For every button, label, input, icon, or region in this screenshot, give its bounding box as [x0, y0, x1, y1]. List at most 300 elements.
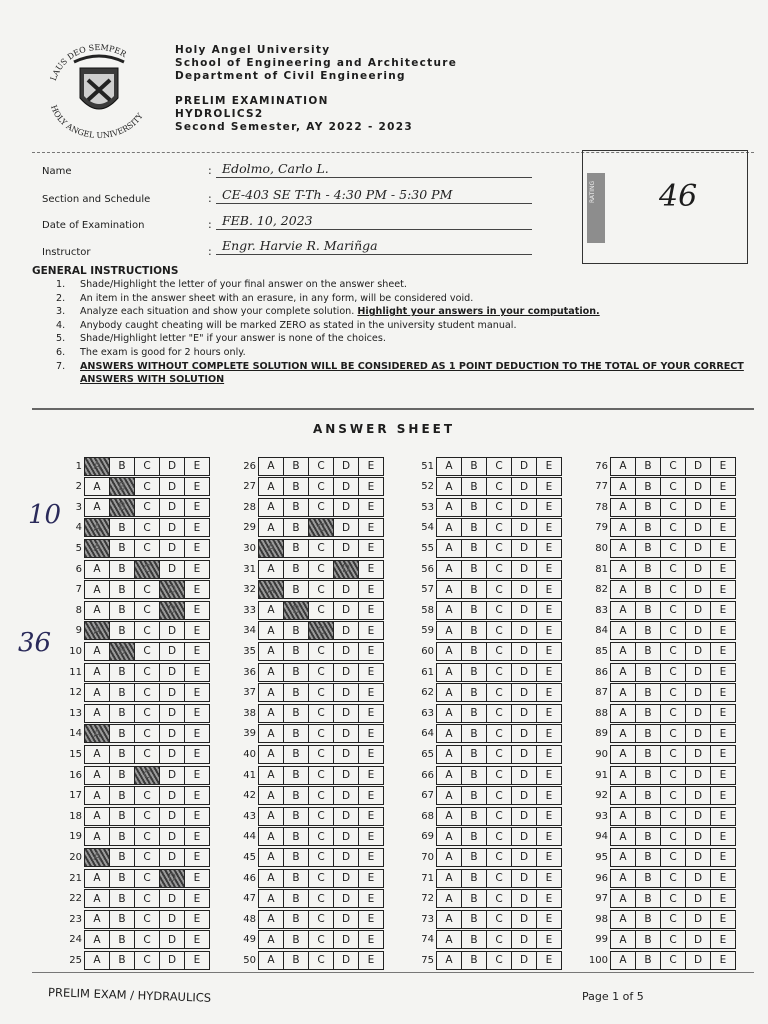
answer-bubble-97-d[interactable]: D — [685, 889, 711, 908]
answer-bubble-46-d[interactable]: D — [333, 869, 359, 888]
answer-bubble-98-c[interactable]: C — [660, 910, 686, 929]
answer-bubble-73-d[interactable]: D — [511, 910, 537, 929]
answer-bubble-79-d[interactable]: D — [685, 518, 711, 537]
answer-bubble-51-a[interactable]: A — [436, 457, 462, 476]
answer-bubble-100-b[interactable]: B — [635, 951, 661, 970]
answer-bubble-78-c[interactable]: C — [660, 498, 686, 517]
answer-bubble-55-b[interactable]: B — [461, 539, 487, 558]
answer-bubble-35-b[interactable]: B — [283, 642, 309, 661]
answer-bubble-9-a[interactable]: A — [84, 621, 110, 640]
answer-bubble-67-a[interactable]: A — [436, 786, 462, 805]
answer-bubble-92-b[interactable]: B — [635, 786, 661, 805]
answer-bubble-74-e[interactable]: E — [536, 930, 562, 949]
answer-bubble-11-a[interactable]: A — [84, 663, 110, 682]
answer-bubble-26-c[interactable]: C — [308, 457, 334, 476]
answer-bubble-29-d[interactable]: D — [333, 518, 359, 537]
answer-bubble-9-b[interactable]: B — [109, 621, 135, 640]
answer-bubble-75-a[interactable]: A — [436, 951, 462, 970]
answer-bubble-38-d[interactable]: D — [333, 704, 359, 723]
answer-bubble-8-d[interactable]: D — [159, 601, 185, 620]
answer-bubble-71-a[interactable]: A — [436, 869, 462, 888]
answer-bubble-91-d[interactable]: D — [685, 766, 711, 785]
answer-bubble-91-c[interactable]: C — [660, 766, 686, 785]
answer-bubble-9-d[interactable]: D — [159, 621, 185, 640]
answer-bubble-94-b[interactable]: B — [635, 827, 661, 846]
answer-bubble-57-c[interactable]: C — [486, 580, 512, 599]
answer-bubble-53-e[interactable]: E — [536, 498, 562, 517]
answer-bubble-100-a[interactable]: A — [610, 951, 636, 970]
answer-bubble-79-b[interactable]: B — [635, 518, 661, 537]
answer-bubble-72-b[interactable]: B — [461, 889, 487, 908]
answer-bubble-66-b[interactable]: B — [461, 766, 487, 785]
answer-bubble-91-b[interactable]: B — [635, 766, 661, 785]
answer-bubble-81-d[interactable]: D — [685, 560, 711, 579]
answer-bubble-32-b[interactable]: B — [283, 580, 309, 599]
answer-bubble-100-c[interactable]: C — [660, 951, 686, 970]
answer-bubble-71-d[interactable]: D — [511, 869, 537, 888]
answer-bubble-17-c[interactable]: C — [134, 786, 160, 805]
answer-bubble-37-a[interactable]: A — [258, 683, 284, 702]
answer-bubble-99-e[interactable]: E — [710, 930, 736, 949]
answer-bubble-22-b[interactable]: B — [109, 889, 135, 908]
answer-bubble-50-a[interactable]: A — [258, 951, 284, 970]
answer-bubble-15-e[interactable]: E — [184, 745, 210, 764]
answer-bubble-29-a[interactable]: A — [258, 518, 284, 537]
answer-bubble-32-a[interactable]: A — [258, 580, 284, 599]
answer-bubble-7-c[interactable]: C — [134, 580, 160, 599]
answer-bubble-86-b[interactable]: B — [635, 663, 661, 682]
answer-bubble-79-a[interactable]: A — [610, 518, 636, 537]
answer-bubble-13-c[interactable]: C — [134, 704, 160, 723]
answer-bubble-80-b[interactable]: B — [635, 539, 661, 558]
answer-bubble-21-e[interactable]: E — [184, 869, 210, 888]
answer-bubble-30-a[interactable]: A — [258, 539, 284, 558]
answer-bubble-49-b[interactable]: B — [283, 930, 309, 949]
answer-bubble-95-b[interactable]: B — [635, 848, 661, 867]
answer-bubble-11-d[interactable]: D — [159, 663, 185, 682]
answer-bubble-5-a[interactable]: A — [84, 539, 110, 558]
answer-bubble-74-a[interactable]: A — [436, 930, 462, 949]
answer-bubble-47-d[interactable]: D — [333, 889, 359, 908]
answer-bubble-79-c[interactable]: C — [660, 518, 686, 537]
answer-bubble-43-d[interactable]: D — [333, 807, 359, 826]
answer-bubble-57-a[interactable]: A — [436, 580, 462, 599]
answer-bubble-59-b[interactable]: B — [461, 621, 487, 640]
answer-bubble-63-d[interactable]: D — [511, 704, 537, 723]
answer-bubble-2-d[interactable]: D — [159, 477, 185, 496]
answer-bubble-52-a[interactable]: A — [436, 477, 462, 496]
answer-bubble-99-a[interactable]: A — [610, 930, 636, 949]
answer-bubble-10-d[interactable]: D — [159, 642, 185, 661]
answer-bubble-69-b[interactable]: B — [461, 827, 487, 846]
answer-bubble-77-d[interactable]: D — [685, 477, 711, 496]
answer-bubble-12-c[interactable]: C — [134, 683, 160, 702]
answer-bubble-42-a[interactable]: A — [258, 786, 284, 805]
answer-bubble-17-a[interactable]: A — [84, 786, 110, 805]
answer-bubble-95-c[interactable]: C — [660, 848, 686, 867]
answer-bubble-89-e[interactable]: E — [710, 724, 736, 743]
answer-bubble-10-b[interactable]: B — [109, 642, 135, 661]
answer-bubble-60-b[interactable]: B — [461, 642, 487, 661]
answer-bubble-21-d[interactable]: D — [159, 869, 185, 888]
answer-bubble-69-c[interactable]: C — [486, 827, 512, 846]
answer-bubble-61-b[interactable]: B — [461, 663, 487, 682]
answer-bubble-51-c[interactable]: C — [486, 457, 512, 476]
answer-bubble-54-e[interactable]: E — [536, 518, 562, 537]
answer-bubble-42-b[interactable]: B — [283, 786, 309, 805]
answer-bubble-68-a[interactable]: A — [436, 807, 462, 826]
answer-bubble-4-e[interactable]: E — [184, 518, 210, 537]
answer-bubble-81-b[interactable]: B — [635, 560, 661, 579]
answer-bubble-79-e[interactable]: E — [710, 518, 736, 537]
answer-bubble-17-d[interactable]: D — [159, 786, 185, 805]
answer-bubble-34-b[interactable]: B — [283, 621, 309, 640]
answer-bubble-31-a[interactable]: A — [258, 560, 284, 579]
answer-bubble-83-c[interactable]: C — [660, 601, 686, 620]
answer-bubble-12-a[interactable]: A — [84, 683, 110, 702]
answer-bubble-17-b[interactable]: B — [109, 786, 135, 805]
answer-bubble-82-b[interactable]: B — [635, 580, 661, 599]
answer-bubble-78-e[interactable]: E — [710, 498, 736, 517]
answer-bubble-64-b[interactable]: B — [461, 724, 487, 743]
answer-bubble-72-a[interactable]: A — [436, 889, 462, 908]
answer-bubble-55-a[interactable]: A — [436, 539, 462, 558]
answer-bubble-74-b[interactable]: B — [461, 930, 487, 949]
answer-bubble-20-c[interactable]: C — [134, 848, 160, 867]
answer-bubble-11-e[interactable]: E — [184, 663, 210, 682]
answer-bubble-29-b[interactable]: B — [283, 518, 309, 537]
answer-bubble-70-b[interactable]: B — [461, 848, 487, 867]
answer-bubble-75-d[interactable]: D — [511, 951, 537, 970]
answer-bubble-45-c[interactable]: C — [308, 848, 334, 867]
answer-bubble-85-e[interactable]: E — [710, 642, 736, 661]
answer-bubble-68-c[interactable]: C — [486, 807, 512, 826]
answer-bubble-19-a[interactable]: A — [84, 827, 110, 846]
answer-bubble-61-e[interactable]: E — [536, 663, 562, 682]
answer-bubble-76-a[interactable]: A — [610, 457, 636, 476]
answer-bubble-68-d[interactable]: D — [511, 807, 537, 826]
answer-bubble-28-b[interactable]: B — [283, 498, 309, 517]
answer-bubble-93-a[interactable]: A — [610, 807, 636, 826]
answer-bubble-44-c[interactable]: C — [308, 827, 334, 846]
answer-bubble-38-a[interactable]: A — [258, 704, 284, 723]
answer-bubble-94-a[interactable]: A — [610, 827, 636, 846]
answer-bubble-59-a[interactable]: A — [436, 621, 462, 640]
answer-bubble-8-a[interactable]: A — [84, 601, 110, 620]
answer-bubble-95-d[interactable]: D — [685, 848, 711, 867]
answer-bubble-52-d[interactable]: D — [511, 477, 537, 496]
answer-bubble-48-d[interactable]: D — [333, 910, 359, 929]
answer-bubble-87-a[interactable]: A — [610, 683, 636, 702]
answer-bubble-97-b[interactable]: B — [635, 889, 661, 908]
answer-bubble-54-b[interactable]: B — [461, 518, 487, 537]
answer-bubble-94-c[interactable]: C — [660, 827, 686, 846]
answer-bubble-67-b[interactable]: B — [461, 786, 487, 805]
answer-bubble-39-a[interactable]: A — [258, 724, 284, 743]
answer-bubble-27-a[interactable]: A — [258, 477, 284, 496]
answer-bubble-82-d[interactable]: D — [685, 580, 711, 599]
answer-bubble-18-e[interactable]: E — [184, 807, 210, 826]
answer-bubble-46-a[interactable]: A — [258, 869, 284, 888]
answer-bubble-96-b[interactable]: B — [635, 869, 661, 888]
answer-bubble-75-e[interactable]: E — [536, 951, 562, 970]
answer-bubble-28-d[interactable]: D — [333, 498, 359, 517]
answer-bubble-72-e[interactable]: E — [536, 889, 562, 908]
answer-bubble-77-c[interactable]: C — [660, 477, 686, 496]
answer-bubble-36-b[interactable]: B — [283, 663, 309, 682]
answer-bubble-43-e[interactable]: E — [358, 807, 384, 826]
answer-bubble-23-c[interactable]: C — [134, 910, 160, 929]
answer-bubble-16-a[interactable]: A — [84, 766, 110, 785]
answer-bubble-89-d[interactable]: D — [685, 724, 711, 743]
answer-bubble-64-e[interactable]: E — [536, 724, 562, 743]
answer-bubble-18-a[interactable]: A — [84, 807, 110, 826]
answer-bubble-2-e[interactable]: E — [184, 477, 210, 496]
answer-bubble-85-c[interactable]: C — [660, 642, 686, 661]
answer-bubble-21-a[interactable]: A — [84, 869, 110, 888]
answer-bubble-22-e[interactable]: E — [184, 889, 210, 908]
answer-bubble-53-d[interactable]: D — [511, 498, 537, 517]
answer-bubble-98-a[interactable]: A — [610, 910, 636, 929]
answer-bubble-25-d[interactable]: D — [159, 951, 185, 970]
answer-bubble-40-b[interactable]: B — [283, 745, 309, 764]
answer-bubble-9-e[interactable]: E — [184, 621, 210, 640]
answer-bubble-89-b[interactable]: B — [635, 724, 661, 743]
answer-bubble-3-c[interactable]: C — [134, 498, 160, 517]
answer-bubble-19-c[interactable]: C — [134, 827, 160, 846]
answer-bubble-86-e[interactable]: E — [710, 663, 736, 682]
answer-bubble-44-e[interactable]: E — [358, 827, 384, 846]
answer-bubble-15-a[interactable]: A — [84, 745, 110, 764]
answer-bubble-48-a[interactable]: A — [258, 910, 284, 929]
answer-bubble-38-c[interactable]: C — [308, 704, 334, 723]
answer-bubble-56-e[interactable]: E — [536, 560, 562, 579]
answer-bubble-67-c[interactable]: C — [486, 786, 512, 805]
answer-bubble-76-c[interactable]: C — [660, 457, 686, 476]
answer-bubble-57-b[interactable]: B — [461, 580, 487, 599]
answer-bubble-93-b[interactable]: B — [635, 807, 661, 826]
answer-bubble-92-a[interactable]: A — [610, 786, 636, 805]
answer-bubble-39-c[interactable]: C — [308, 724, 334, 743]
answer-bubble-38-e[interactable]: E — [358, 704, 384, 723]
answer-bubble-29-e[interactable]: E — [358, 518, 384, 537]
answer-bubble-18-c[interactable]: C — [134, 807, 160, 826]
answer-bubble-61-d[interactable]: D — [511, 663, 537, 682]
answer-bubble-44-a[interactable]: A — [258, 827, 284, 846]
answer-bubble-21-c[interactable]: C — [134, 869, 160, 888]
answer-bubble-20-b[interactable]: B — [109, 848, 135, 867]
answer-bubble-28-e[interactable]: E — [358, 498, 384, 517]
answer-bubble-35-e[interactable]: E — [358, 642, 384, 661]
answer-bubble-7-b[interactable]: B — [109, 580, 135, 599]
answer-bubble-92-e[interactable]: E — [710, 786, 736, 805]
answer-bubble-70-c[interactable]: C — [486, 848, 512, 867]
answer-bubble-7-d[interactable]: D — [159, 580, 185, 599]
answer-bubble-56-a[interactable]: A — [436, 560, 462, 579]
answer-bubble-11-c[interactable]: C — [134, 663, 160, 682]
answer-bubble-91-a[interactable]: A — [610, 766, 636, 785]
answer-bubble-91-e[interactable]: E — [710, 766, 736, 785]
answer-bubble-48-e[interactable]: E — [358, 910, 384, 929]
answer-bubble-16-b[interactable]: B — [109, 766, 135, 785]
answer-bubble-50-d[interactable]: D — [333, 951, 359, 970]
answer-bubble-33-c[interactable]: C — [308, 601, 334, 620]
answer-bubble-13-e[interactable]: E — [184, 704, 210, 723]
answer-bubble-69-e[interactable]: E — [536, 827, 562, 846]
answer-bubble-87-d[interactable]: D — [685, 683, 711, 702]
answer-bubble-42-c[interactable]: C — [308, 786, 334, 805]
answer-bubble-86-a[interactable]: A — [610, 663, 636, 682]
answer-bubble-36-e[interactable]: E — [358, 663, 384, 682]
answer-bubble-15-d[interactable]: D — [159, 745, 185, 764]
answer-bubble-56-b[interactable]: B — [461, 560, 487, 579]
answer-bubble-52-b[interactable]: B — [461, 477, 487, 496]
answer-bubble-22-c[interactable]: C — [134, 889, 160, 908]
answer-bubble-83-e[interactable]: E — [710, 601, 736, 620]
answer-bubble-12-d[interactable]: D — [159, 683, 185, 702]
answer-bubble-84-c[interactable]: C — [660, 621, 686, 640]
answer-bubble-3-a[interactable]: A — [84, 498, 110, 517]
answer-bubble-94-e[interactable]: E — [710, 827, 736, 846]
answer-bubble-51-d[interactable]: D — [511, 457, 537, 476]
answer-bubble-16-c[interactable]: C — [134, 766, 160, 785]
answer-bubble-17-e[interactable]: E — [184, 786, 210, 805]
answer-bubble-61-a[interactable]: A — [436, 663, 462, 682]
answer-bubble-30-d[interactable]: D — [333, 539, 359, 558]
answer-bubble-33-b[interactable]: B — [283, 601, 309, 620]
answer-bubble-1-b[interactable]: B — [109, 457, 135, 476]
answer-bubble-8-c[interactable]: C — [134, 601, 160, 620]
answer-bubble-19-b[interactable]: B — [109, 827, 135, 846]
answer-bubble-45-d[interactable]: D — [333, 848, 359, 867]
answer-bubble-85-b[interactable]: B — [635, 642, 661, 661]
answer-bubble-92-c[interactable]: C — [660, 786, 686, 805]
answer-bubble-88-a[interactable]: A — [610, 704, 636, 723]
answer-bubble-22-a[interactable]: A — [84, 889, 110, 908]
answer-bubble-24-d[interactable]: D — [159, 930, 185, 949]
answer-bubble-97-e[interactable]: E — [710, 889, 736, 908]
answer-bubble-84-a[interactable]: A — [610, 621, 636, 640]
answer-bubble-99-d[interactable]: D — [685, 930, 711, 949]
answer-bubble-30-b[interactable]: B — [283, 539, 309, 558]
answer-bubble-25-a[interactable]: A — [84, 951, 110, 970]
answer-bubble-47-b[interactable]: B — [283, 889, 309, 908]
answer-bubble-90-b[interactable]: B — [635, 745, 661, 764]
answer-bubble-80-e[interactable]: E — [710, 539, 736, 558]
answer-bubble-88-d[interactable]: D — [685, 704, 711, 723]
answer-bubble-23-d[interactable]: D — [159, 910, 185, 929]
answer-bubble-31-c[interactable]: C — [308, 560, 334, 579]
answer-bubble-90-d[interactable]: D — [685, 745, 711, 764]
answer-bubble-68-e[interactable]: E — [536, 807, 562, 826]
answer-bubble-96-c[interactable]: C — [660, 869, 686, 888]
answer-bubble-73-a[interactable]: A — [436, 910, 462, 929]
answer-bubble-48-c[interactable]: C — [308, 910, 334, 929]
answer-bubble-33-a[interactable]: A — [258, 601, 284, 620]
answer-bubble-100-d[interactable]: D — [685, 951, 711, 970]
answer-bubble-13-b[interactable]: B — [109, 704, 135, 723]
answer-bubble-59-e[interactable]: E — [536, 621, 562, 640]
answer-bubble-93-d[interactable]: D — [685, 807, 711, 826]
answer-bubble-15-b[interactable]: B — [109, 745, 135, 764]
answer-bubble-8-e[interactable]: E — [184, 601, 210, 620]
answer-bubble-88-c[interactable]: C — [660, 704, 686, 723]
answer-bubble-4-c[interactable]: C — [134, 518, 160, 537]
answer-bubble-31-e[interactable]: E — [358, 560, 384, 579]
answer-bubble-5-b[interactable]: B — [109, 539, 135, 558]
answer-bubble-25-c[interactable]: C — [134, 951, 160, 970]
answer-bubble-24-a[interactable]: A — [84, 930, 110, 949]
answer-bubble-13-d[interactable]: D — [159, 704, 185, 723]
answer-bubble-46-e[interactable]: E — [358, 869, 384, 888]
answer-bubble-70-e[interactable]: E — [536, 848, 562, 867]
answer-bubble-16-e[interactable]: E — [184, 766, 210, 785]
answer-bubble-71-b[interactable]: B — [461, 869, 487, 888]
answer-bubble-65-e[interactable]: E — [536, 745, 562, 764]
answer-bubble-26-b[interactable]: B — [283, 457, 309, 476]
answer-bubble-81-e[interactable]: E — [710, 560, 736, 579]
answer-bubble-4-d[interactable]: D — [159, 518, 185, 537]
answer-bubble-36-d[interactable]: D — [333, 663, 359, 682]
answer-bubble-50-b[interactable]: B — [283, 951, 309, 970]
answer-bubble-92-d[interactable]: D — [685, 786, 711, 805]
answer-bubble-84-d[interactable]: D — [685, 621, 711, 640]
answer-bubble-40-d[interactable]: D — [333, 745, 359, 764]
answer-bubble-74-c[interactable]: C — [486, 930, 512, 949]
answer-bubble-76-b[interactable]: B — [635, 457, 661, 476]
answer-bubble-74-d[interactable]: D — [511, 930, 537, 949]
answer-bubble-82-a[interactable]: A — [610, 580, 636, 599]
answer-bubble-73-c[interactable]: C — [486, 910, 512, 929]
answer-bubble-58-a[interactable]: A — [436, 601, 462, 620]
answer-bubble-32-d[interactable]: D — [333, 580, 359, 599]
answer-bubble-82-c[interactable]: C — [660, 580, 686, 599]
answer-bubble-90-c[interactable]: C — [660, 745, 686, 764]
answer-bubble-6-c[interactable]: C — [134, 560, 160, 579]
answer-bubble-75-c[interactable]: C — [486, 951, 512, 970]
answer-bubble-54-a[interactable]: A — [436, 518, 462, 537]
answer-bubble-41-e[interactable]: E — [358, 766, 384, 785]
answer-bubble-33-e[interactable]: E — [358, 601, 384, 620]
answer-bubble-70-a[interactable]: A — [436, 848, 462, 867]
answer-bubble-65-d[interactable]: D — [511, 745, 537, 764]
answer-bubble-64-c[interactable]: C — [486, 724, 512, 743]
answer-bubble-97-a[interactable]: A — [610, 889, 636, 908]
answer-bubble-89-c[interactable]: C — [660, 724, 686, 743]
answer-bubble-76-e[interactable]: E — [710, 457, 736, 476]
answer-bubble-77-e[interactable]: E — [710, 477, 736, 496]
answer-bubble-52-c[interactable]: C — [486, 477, 512, 496]
answer-bubble-90-a[interactable]: A — [610, 745, 636, 764]
answer-bubble-52-e[interactable]: E — [536, 477, 562, 496]
answer-bubble-65-c[interactable]: C — [486, 745, 512, 764]
answer-bubble-26-a[interactable]: A — [258, 457, 284, 476]
answer-bubble-96-d[interactable]: D — [685, 869, 711, 888]
answer-bubble-34-a[interactable]: A — [258, 621, 284, 640]
answer-bubble-63-e[interactable]: E — [536, 704, 562, 723]
answer-bubble-47-e[interactable]: E — [358, 889, 384, 908]
answer-bubble-6-d[interactable]: D — [159, 560, 185, 579]
answer-bubble-19-e[interactable]: E — [184, 827, 210, 846]
answer-bubble-95-a[interactable]: A — [610, 848, 636, 867]
answer-bubble-13-a[interactable]: A — [84, 704, 110, 723]
answer-bubble-20-d[interactable]: D — [159, 848, 185, 867]
answer-bubble-63-c[interactable]: C — [486, 704, 512, 723]
answer-bubble-57-e[interactable]: E — [536, 580, 562, 599]
answer-bubble-89-a[interactable]: A — [610, 724, 636, 743]
answer-bubble-84-b[interactable]: B — [635, 621, 661, 640]
answer-bubble-72-c[interactable]: C — [486, 889, 512, 908]
